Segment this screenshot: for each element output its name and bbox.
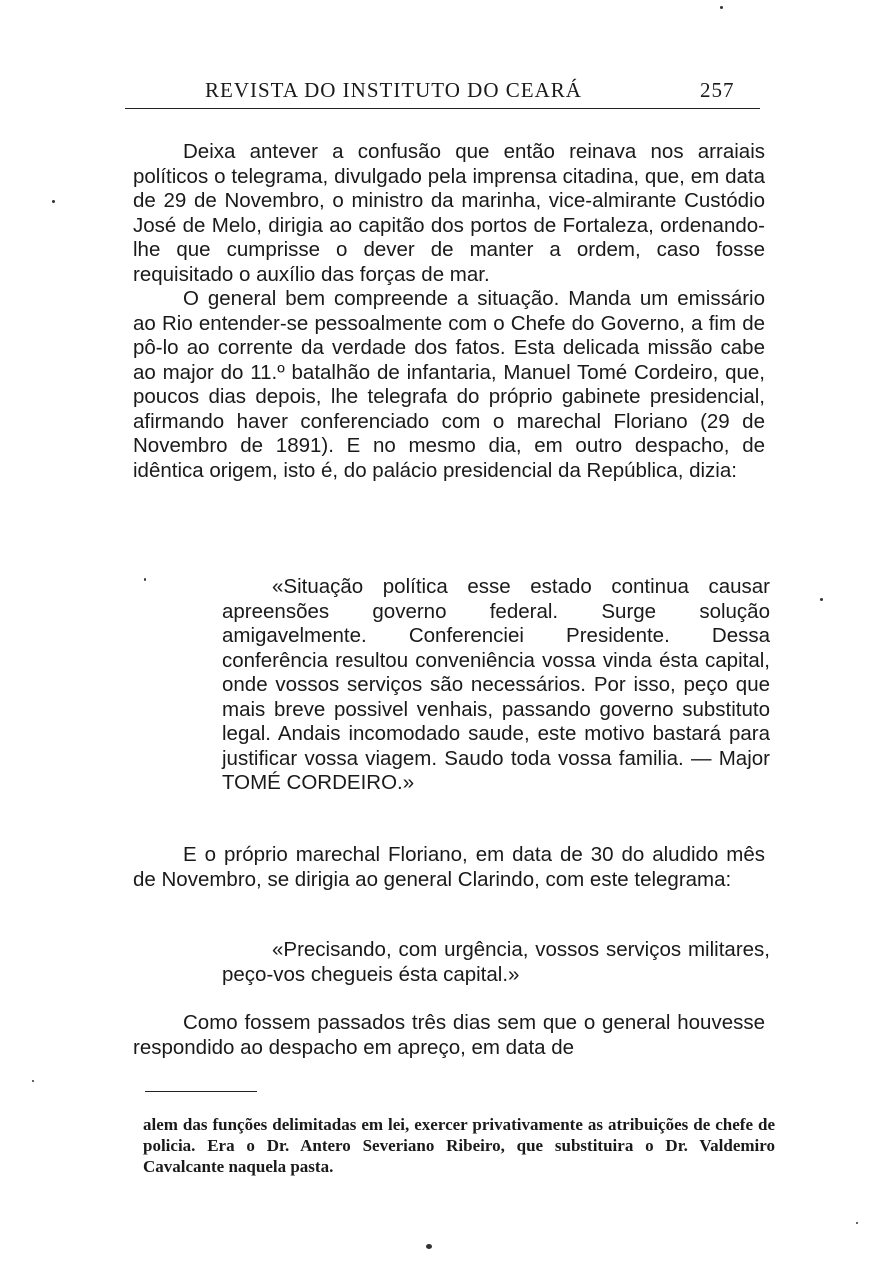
telegram-quote-1: «Situação política esse estado continua causar apreensões governo federal. Surge solução amigavelmente. Conferenciei Presidente. Dessa conferência resultou conveniência vossa vinda ésta capital, onde vossos serviços são necessários. Por isso, peço que mais breve possivel venhais, passando governo substituto legal. Andais incomodado saude, este motivo bastará para justificar vossa viagem. Saudo toda vossa familia. — Major TOMÉ CORDEIRO.»	[222, 575, 770, 794]
paragraph-1: Deixa antever a confusão que então reinava nos arraiais políticos o telegrama, divulgado pela imprensa citadina, que, em data de 29 de Novembro, o ministro da marinha, vice-almirante Custódio José de Melo, dirigia ao capitão dos portos de Fortaleza, ordenando-lhe que cumprisse o dever de manter a ordem, caso fosse requisitado o auxílio das forças de mar.	[133, 140, 765, 286]
header-rule	[125, 108, 760, 109]
paper-speck	[52, 200, 55, 203]
paper-speck	[32, 1080, 34, 1082]
paper-speck	[720, 6, 723, 9]
journal-title: REVISTA DO INSTITUTO DO CEARÁ	[205, 78, 582, 102]
paper-speck	[144, 578, 146, 581]
footnote-rule	[145, 1091, 257, 1092]
paper-speck	[856, 1222, 858, 1224]
footnote: alem das funções delimitadas em lei, exercer privativamente as atribuições de chefe de policia. Era o Dr. Antero Severiano Ribeiro, que substituira o Dr. Valdemiro Cavalcante naquela pasta.	[143, 1115, 775, 1176]
paper-speck	[426, 1244, 432, 1249]
page-number: 257	[700, 78, 735, 102]
telegram-quote-2: «Precisando, com urgência, vossos serviços militares, peço-vos chegueis ésta capital.»	[222, 938, 770, 986]
paragraph-2: O general bem compreende a situação. Manda um emissário ao Rio entender-se pessoalmente com o Chefe do Governo, a fim de pô-lo ao corrente da verdade dos fatos. Esta delicada missão cabe ao major do 11.º batalhão de infantaria, Manuel Tomé Cordeiro, que, poucos dias depois, lhe telegrafa do próprio gabinete presidencial, afirmando haver conferenciado com o marechal Floriano (29 de Novembro de 1891). E no mesmo dia, em outro despacho, de idêntica origem, isto é, do palácio presidencial da República, dizia:	[133, 287, 765, 482]
paper-speck	[820, 598, 823, 601]
main-text-block	[133, 140, 765, 483]
paragraph-4: Como fossem passados três dias sem que o general houvesse respondido ao despacho em apreço, em data de	[133, 1011, 765, 1059]
paragraph-3: E o próprio marechal Floriano, em data de 30 do aludido mês de Novembro, se dirigia ao general Clarindo, com este telegrama:	[133, 843, 765, 891]
